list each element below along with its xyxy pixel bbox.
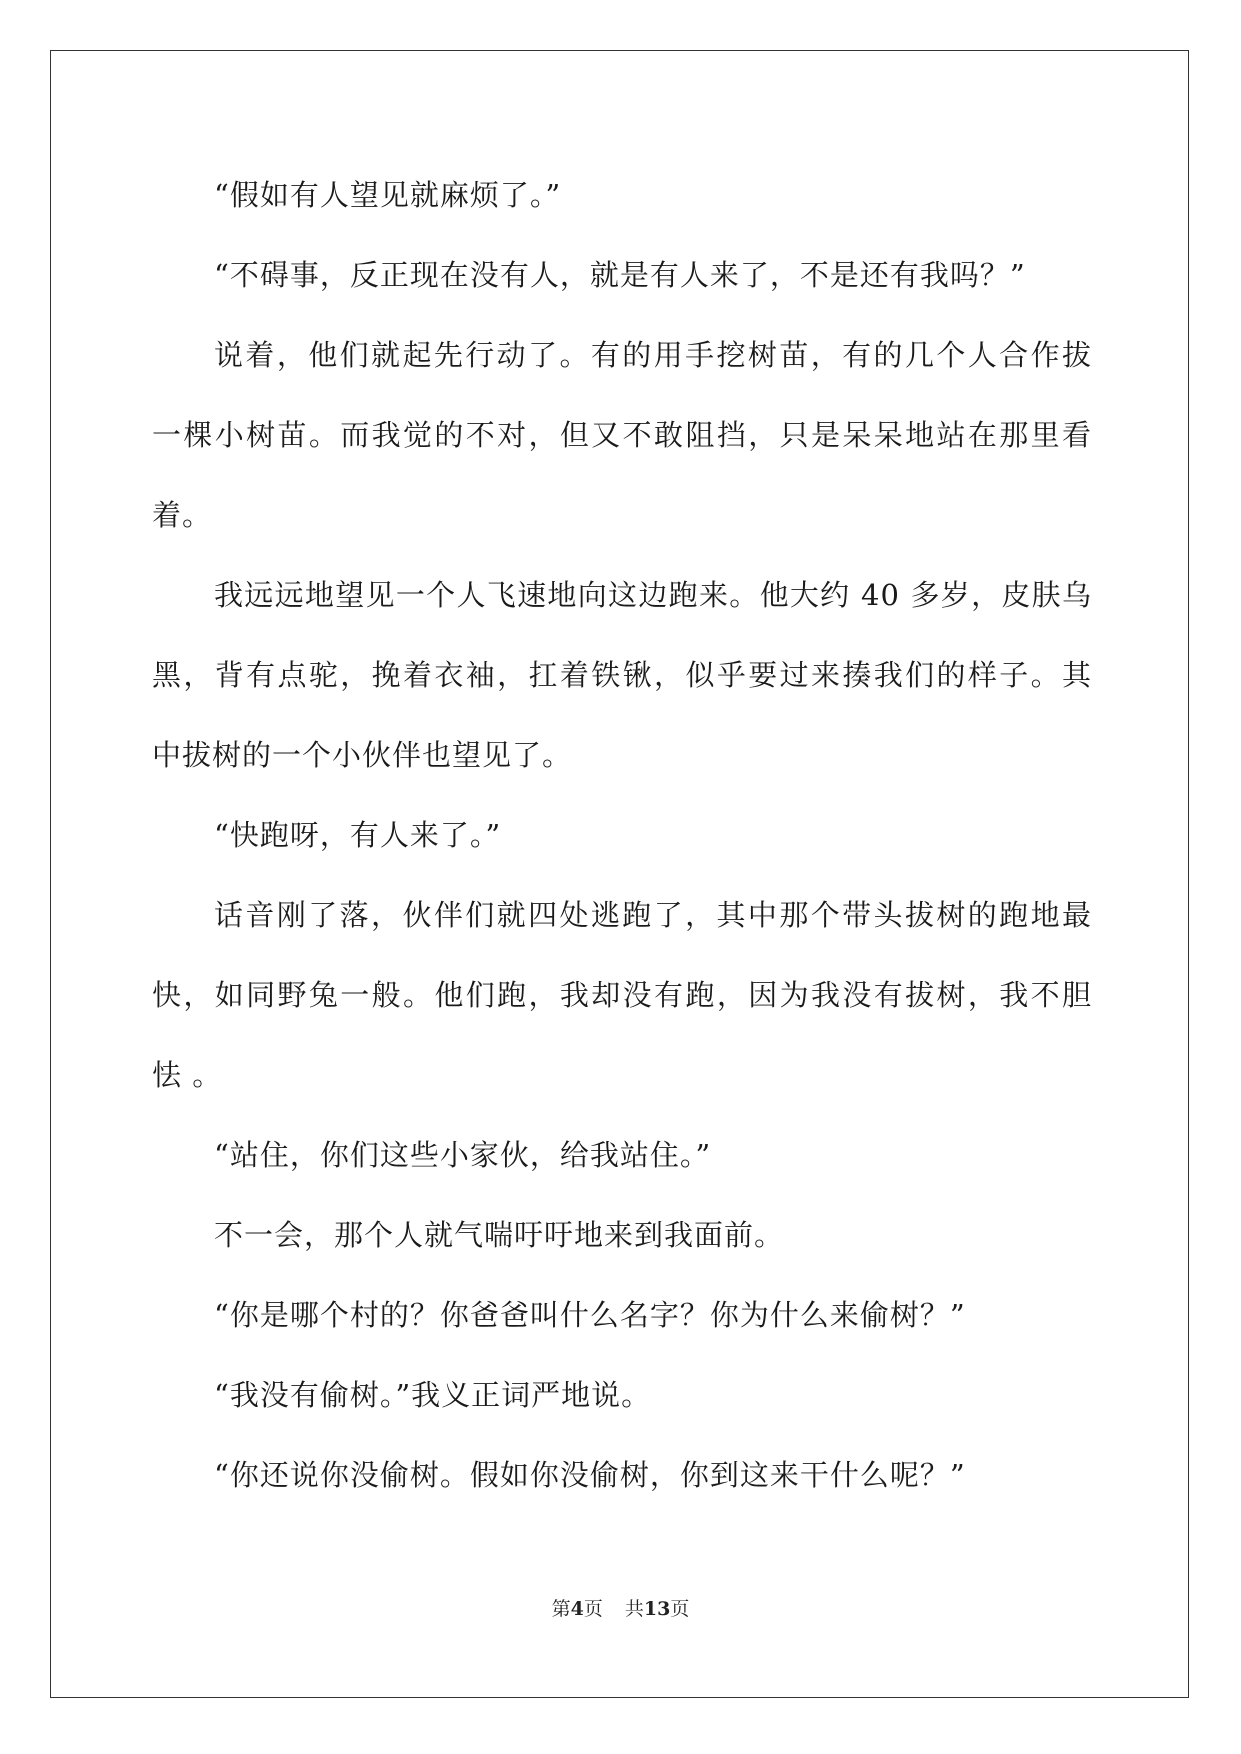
paragraph-line: “快跑呀，有人来了。”	[214, 818, 502, 852]
paragraph-line: “我没有偷树。”我义正词严地说。	[214, 1378, 652, 1412]
paragraph-line: “不碍事，反正现在没有人，就是有人来了，不是还有我吗？”	[214, 258, 1026, 292]
document-body	[152, 155, 1092, 1515]
total-prefix: 共	[624, 1598, 644, 1620]
page-prefix: 第	[551, 1598, 571, 1620]
paragraph-line: 话音刚了落，伙伴们就四处逃跑了，其中那个带头拔树的跑地最	[214, 898, 1092, 932]
total-pages: 13	[643, 1598, 671, 1620]
paragraph-line: “站住，你们这些小家伙，给我站住。”	[214, 1138, 712, 1172]
paragraph-line: 着。	[152, 498, 213, 532]
paragraph-line: 黑，背有点驼，挽着衣袖，扛着铁锹，似乎要过来揍我们的样子。其	[152, 658, 1092, 692]
page-suffix: 页	[583, 1598, 603, 1620]
paragraph-line: “假如有人望见就麻烦了。”	[214, 178, 562, 212]
paragraph-line: 中拔树的一个小伙伴也望见了。	[152, 738, 573, 772]
paragraph-line: 快，如同野兔一般。他们跑，我却没有跑，因为我没有拔树，我不胆	[152, 978, 1092, 1012]
page-number: 4	[570, 1598, 584, 1620]
page-footer	[0, 1597, 1241, 1621]
paragraph-line: 说着，他们就起先行动了。有的用手挖树苗，有的几个人合作拔	[214, 338, 1092, 372]
total-suffix: 页	[670, 1598, 690, 1620]
paragraph-line: “你是哪个村的？你爸爸叫什么名字？你为什么来偷树？”	[214, 1298, 966, 1332]
paragraph-line: 一棵小树苗。而我觉的不对，但又不敢阻挡，只是呆呆地站在那里看	[152, 418, 1092, 452]
paragraph-line: “你还说你没偷树。假如你没偷树，你到这来干什么呢？”	[214, 1458, 966, 1492]
paragraph-line: 我远远地望见一个人飞速地向这边跑来。他大约 40 多岁，皮肤乌	[214, 578, 1092, 612]
paragraph-line: 怯 。	[152, 1058, 223, 1092]
paragraph-line: 不一会，那个人就气喘吁吁地来到我面前。	[214, 1218, 785, 1252]
